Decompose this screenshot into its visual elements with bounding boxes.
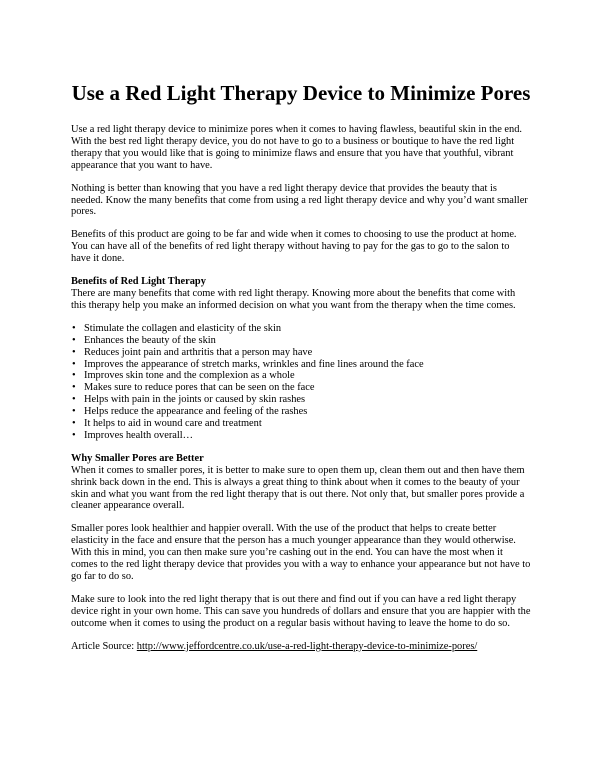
list-item: • Helps with pain in the joints or caused by skin rashes — [71, 394, 531, 406]
smaller-pores-heading: Why Smaller Pores are Better — [71, 452, 204, 464]
list-item: • Reduces joint pain and arthritis that a person may have — [71, 347, 531, 359]
article-source-label: Article Source: — [71, 640, 137, 652]
article-source — [71, 641, 531, 653]
smaller-pores-paragraph-3: Make sure to look into the red light therapy that is out there and find out if you can have a red light therapy device right in your own home. This can save you hundreds of dollars and ensure that you are happier with the outcome when it comes to using the product on a regular basis without having to leave the home to do so. — [71, 593, 531, 629]
list-item: • Helps reduce the appearance and feeling of the rashes — [71, 406, 531, 418]
list-item: • Improves health overall… — [71, 430, 531, 442]
list-item: • It helps to aid in wound care and treatment — [71, 418, 531, 430]
intro-paragraph-3: Benefits of this product are going to be far and wide when it comes to choosing to use the product at home. You can have all of the benefits of red light therapy without having to pay for the gas to go to the salon to have it done. — [71, 229, 517, 265]
list-item: • Improves skin tone and the complexion as a whole — [71, 370, 531, 382]
document-page — [71, 80, 531, 653]
benefits-section — [71, 276, 531, 312]
smaller-pores-paragraph-1: When it comes to smaller pores, it is better to make sure to open them up, clean them out and then have them shrink back down in the end. This is always a great thing to think about when it comes to the beauty of your skin and what you want from the red light therapy that is out there. Not only that, but smaller pores provide a cleaner appearance overall. — [71, 464, 525, 512]
intro-paragraph-2: Nothing is better than knowing that you have a red light therapy device that provides the beauty that is needed. Know the many benefits that come from using a red light therapy device and why you’d want smaller pores. — [71, 182, 528, 218]
smaller-pores-paragraph-2: Smaller pores look healthier and happier overall. With the use of the product that helps to create better elasticity in the face and ensure that the person has a much younger appearance than they would otherwise. With this in mind, you can then make sure you’re cashing out in the end. You can have the most when it comes to the red light therapy device that provides you with a way to enhance your appearance but not have to go far to do so. — [71, 523, 531, 582]
benefits-heading: Benefits of Red Light Therapy — [71, 276, 206, 288]
article-source-link[interactable]: http://www.jeffordcentre.co.uk/use-a-red-light-therapy-device-to-minimize-pores/ — [136, 640, 478, 652]
list-item: • Makes sure to reduce pores that can be seen on the face — [71, 382, 531, 394]
benefits-text: There are many benefits that come with red light therapy. Knowing more about the benefits that come with this therapy help you make an informed decision on what you want from the therapy when the time comes. — [71, 287, 516, 311]
list-item: • Improves the appearance of stretch marks, wrinkles and fine lines around the face — [71, 359, 531, 371]
intro-paragraph-1: Use a red light therapy device to minimize pores when it comes to having flawless, beautiful skin in the end. With the best red light therapy device, you do not have to go to a business or boutique to have the red light therapy that you would like that is going to minimize flaws and ensure that you have that youthful, vibrant appearance that you want to have. — [71, 124, 523, 171]
benefits-list — [71, 323, 531, 442]
page-title: Use a Red Light Therapy Device to Minimize Pores — [71, 81, 531, 105]
list-item: • Stimulate the collagen and elasticity of the skin — [71, 323, 531, 335]
smaller-pores-section — [71, 453, 531, 513]
list-item: • Enhances the beauty of the skin — [71, 335, 531, 347]
